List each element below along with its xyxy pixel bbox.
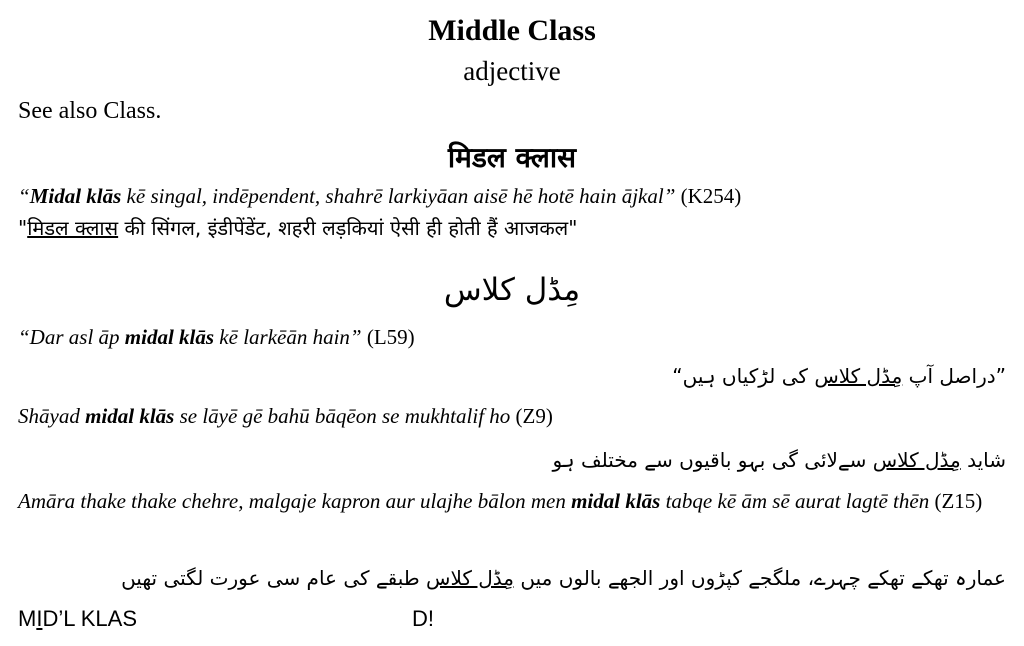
example-1-transliteration	[18, 184, 741, 209]
headword-highlight: midal klās	[571, 489, 661, 513]
urdu-heading: مِڈل کلاس	[443, 272, 581, 308]
entry-title: Middle Class	[428, 14, 596, 47]
category-code: D!	[412, 606, 434, 631]
example-text: کی لڑکیاں ہیں“	[672, 364, 815, 388]
example-text: شاید	[960, 448, 1006, 472]
example-text: kē larkēān hain”	[214, 325, 362, 349]
example-4-transliteration	[18, 488, 1006, 514]
source-ref: (Z15)	[929, 489, 983, 513]
example-text: سےلائی گی بہو باقیوں سے مختلف ہو	[552, 448, 873, 472]
example-text: ”دراصل آپ	[902, 364, 1006, 388]
headword-highlight: midal klās	[124, 325, 215, 349]
see-also-note: See also Class.	[18, 98, 162, 124]
example-text: Shāyad	[18, 404, 86, 428]
headword-highlight: midal klās	[85, 404, 175, 428]
example-text: Amāra thake thake chehre, malgaje kapron aur ulajhe bālon men	[18, 489, 572, 513]
headword-highlight: Midal klās	[29, 184, 122, 208]
pron-part: D’L KLAS	[42, 606, 138, 631]
source-ref: (L59)	[361, 325, 415, 349]
source-ref: (K254)	[675, 184, 742, 208]
example-text: की सिंगल, इंडीपेंडेंट, शहरी लड़कियां ऐसी ही होती हैं आजकल"	[118, 216, 578, 240]
headword-underlined: مِڈل کلاس	[814, 364, 903, 388]
example-4-urdu	[121, 566, 1006, 590]
headword-underlined: مِڈل کلاس	[872, 448, 961, 472]
quote-mark: "	[18, 216, 28, 240]
example-text: kē singal, indēpendent, shahrē larkiyāan aisē hē hotē hain ājkal”	[121, 184, 676, 208]
headword-underlined: मिडल क्लास	[27, 216, 119, 240]
source-ref: (Z9)	[510, 404, 553, 428]
hindi-heading: मिडल क्लास	[447, 141, 577, 174]
quote-open: “	[18, 184, 30, 208]
example-1-hindi	[18, 214, 577, 241]
example-text: عمارہ تھکے تھکے چہرے، ملگجے کپڑوں اور الجھے بالوں میں	[514, 566, 1006, 590]
headword-underlined: مِڈل کلاس	[426, 566, 514, 590]
example-3-transliteration	[18, 404, 553, 429]
example-text: se lāyē gē bahū bāqēon se mukhtalif ho	[174, 404, 511, 428]
example-text: tabqe kē ām sē aurat lagtē thēn	[660, 489, 930, 513]
pron-part: M	[18, 606, 37, 631]
example-text: “Dar asl āp	[18, 325, 125, 349]
example-3-urdu	[553, 448, 1006, 472]
example-2-urdu	[672, 364, 1006, 388]
pronunciation	[18, 606, 137, 632]
example-2-transliteration	[18, 325, 415, 350]
example-text: طبقے کی عام سی عورت لگتی تھیں	[121, 566, 427, 590]
pron-stress: I	[36, 606, 43, 631]
part-of-speech: adjective	[463, 56, 561, 86]
